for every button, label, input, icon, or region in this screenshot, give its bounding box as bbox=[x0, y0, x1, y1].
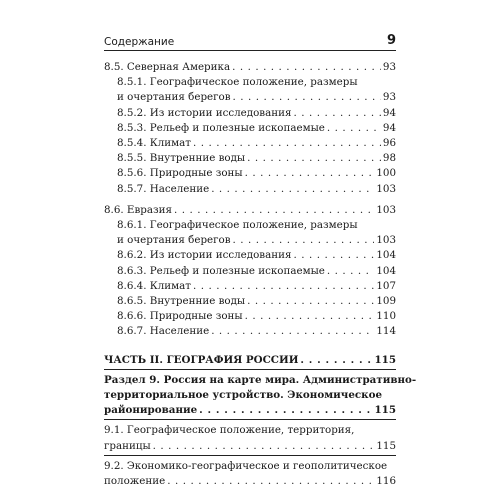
toc-entry bbox=[104, 309, 396, 324]
dot-leader bbox=[232, 60, 381, 75]
toc-entry-title: 8.6.3. Рельеф и полезные ископаемые bbox=[117, 264, 325, 277]
toc-entry-title-line: 8.6.1. Географическое положение, размеры bbox=[117, 219, 358, 232]
toc-entry-title: 8.5.4. Климат bbox=[117, 137, 191, 150]
toc-entry-page: 104 bbox=[376, 249, 396, 262]
toc-entry-page: 110 bbox=[376, 310, 396, 323]
toc-section-heading bbox=[104, 403, 396, 420]
toc-entry-title: ЧАСТЬ II. ГЕОГРАФИЯ РОССИИ bbox=[104, 353, 299, 366]
toc-entry-title: 8.5.5. Внутренние воды bbox=[117, 152, 246, 165]
dot-leader bbox=[193, 136, 381, 151]
toc-entry-page: 115 bbox=[376, 439, 396, 452]
dot-leader bbox=[300, 353, 372, 368]
toc-entry bbox=[104, 474, 396, 489]
toc-entry-page: 115 bbox=[374, 353, 396, 366]
toc-entry bbox=[104, 166, 396, 181]
dot-leader bbox=[247, 294, 374, 309]
toc-entry-page: 115 bbox=[374, 404, 396, 417]
dot-leader bbox=[193, 279, 374, 294]
toc-entry-title: 8.6. Евразия bbox=[104, 203, 172, 216]
toc-entry-page: 109 bbox=[376, 295, 396, 308]
toc-entry-title: районирование bbox=[104, 404, 198, 417]
toc-entry bbox=[104, 203, 396, 218]
toc-entry bbox=[104, 324, 396, 339]
toc-entry-page: 103 bbox=[376, 182, 396, 195]
dot-leader bbox=[211, 324, 374, 339]
toc-entry bbox=[104, 264, 396, 279]
dot-leader bbox=[293, 248, 374, 263]
dot-leader bbox=[199, 403, 372, 418]
toc-entry-title: 8.5.7. Население bbox=[117, 182, 210, 195]
toc-entry-title: 8.5.2. Из истории исследования bbox=[117, 106, 292, 119]
toc-entry-page: 93 bbox=[382, 91, 396, 104]
toc-page bbox=[104, 30, 417, 489]
page-number: 9 bbox=[386, 33, 396, 48]
toc-entry-page: 96 bbox=[382, 137, 396, 150]
toc-entry bbox=[104, 60, 396, 75]
toc-entry bbox=[104, 106, 396, 121]
dot-leader bbox=[211, 182, 374, 197]
toc-entry-title: 8.6.6. Природные зоны bbox=[117, 310, 243, 323]
toc-entry-title: 8.6.7. Население bbox=[117, 325, 210, 338]
dot-leader bbox=[245, 309, 375, 324]
toc-part-heading bbox=[104, 353, 396, 370]
toc-entry-page: 93 bbox=[382, 61, 396, 73]
dot-leader bbox=[174, 203, 374, 218]
toc-entry-title-line: 9.1. Географическое положение, территория, bbox=[104, 424, 355, 437]
toc-entry-page: 94 bbox=[382, 106, 396, 119]
toc-entry bbox=[104, 233, 396, 248]
toc-entry-title: 8.5. Северная Америка bbox=[104, 61, 231, 73]
toc-entry-page: 94 bbox=[382, 121, 396, 134]
toc-entry bbox=[104, 294, 396, 309]
dot-leader bbox=[233, 233, 375, 248]
toc-entry bbox=[104, 151, 396, 166]
toc-entry bbox=[104, 121, 396, 136]
toc-entry bbox=[104, 439, 396, 456]
dot-leader bbox=[247, 151, 381, 166]
toc-entry bbox=[104, 136, 396, 151]
toc-entry-title: и очертания берегов bbox=[117, 234, 231, 247]
toc-entry-title: 8.6.5. Внутренние воды bbox=[117, 295, 246, 308]
dot-leader bbox=[327, 121, 381, 136]
toc-entry-page: 103 bbox=[376, 203, 396, 216]
toc-entry-title: 8.6.2. Из истории исследования bbox=[117, 249, 292, 262]
dot-leader bbox=[327, 264, 374, 279]
toc-entry-page: 103 bbox=[376, 234, 396, 247]
toc-entry-title-line: 9.2. Экономико-географическое и геополитическое bbox=[104, 459, 388, 472]
running-title: Содержание bbox=[104, 36, 175, 48]
dot-leader bbox=[233, 90, 381, 105]
toc-list bbox=[104, 60, 417, 489]
toc-entry-title: и очертания берегов bbox=[117, 91, 231, 104]
toc-entry bbox=[104, 182, 396, 197]
running-header bbox=[104, 30, 396, 51]
toc-entry-title-line: Раздел 9. Россия на карте мира. Административно- bbox=[104, 373, 417, 386]
dot-leader bbox=[167, 474, 374, 489]
toc-entry-title: 8.5.6. Природные зоны bbox=[117, 167, 243, 180]
toc-entry bbox=[104, 90, 396, 105]
toc-entry-page: 98 bbox=[382, 152, 396, 165]
toc-entry-title: 8.5.3. Рельеф и полезные ископаемые bbox=[117, 121, 325, 134]
dot-leader bbox=[245, 166, 375, 181]
toc-entry-page: 104 bbox=[376, 264, 396, 277]
toc-entry bbox=[104, 279, 396, 294]
toc-entry-page: 114 bbox=[376, 325, 396, 338]
toc-entry-title: 8.6.4. Климат bbox=[117, 279, 191, 292]
dot-leader bbox=[293, 106, 380, 121]
toc-entry-title: положение bbox=[104, 475, 166, 488]
toc-entry-title-line: территориальное устройство. Экономическое bbox=[104, 389, 382, 402]
dot-leader bbox=[153, 439, 375, 454]
toc-entry-title: границы bbox=[104, 439, 151, 452]
toc-entry-page: 100 bbox=[376, 167, 396, 180]
toc-entry bbox=[104, 248, 396, 263]
toc-entry-page: 116 bbox=[376, 475, 396, 488]
toc-entry-page: 107 bbox=[376, 279, 396, 292]
toc-entry-title-line: 8.5.1. Географическое положение, размеры bbox=[117, 76, 358, 89]
